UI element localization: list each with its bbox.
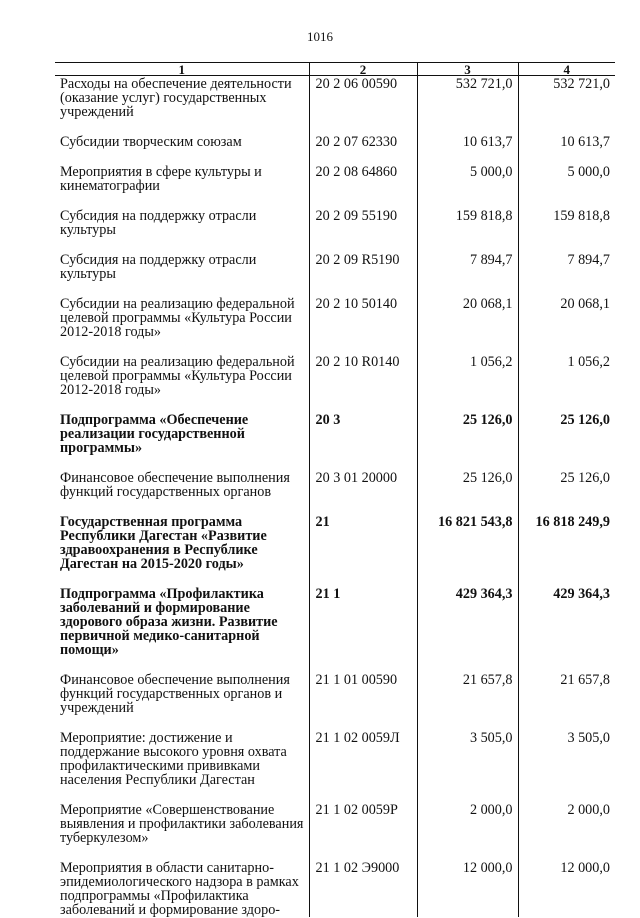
row-code-cell: 20 2 08 64860 xyxy=(309,164,417,208)
row-value-col3: 5 000,0 xyxy=(417,164,518,208)
table-row xyxy=(55,412,615,470)
row-value-col3: 1 056,2 xyxy=(417,354,518,412)
table-row xyxy=(55,730,615,802)
row-name-cell: Финансовое обеспечение выполнения функций государственных органов xyxy=(60,470,290,500)
row-value-col3: 20 068,1 xyxy=(417,296,518,354)
row-code-cell: 20 3 xyxy=(309,412,417,470)
table-row xyxy=(55,586,615,672)
row-name-cell: Подпрограмма «Профилактика заболеваний и формирование здорового образа жизни. Развитие первичной медико-санитарной помощи» xyxy=(60,586,278,658)
row-name-cell: Субсидии творческим союзам xyxy=(60,134,242,150)
row-value-col4: 2 000,0 xyxy=(518,802,615,860)
column-header: 4 xyxy=(518,63,615,76)
row-value-col3: 25 126,0 xyxy=(417,412,518,470)
row-value-col4: 7 894,7 xyxy=(518,252,615,296)
row-code-cell: 21 1 02 Э9000 xyxy=(309,860,417,917)
row-code-cell: 20 3 01 20000 xyxy=(309,470,417,514)
row-code-cell: 21 1 02 0059Л xyxy=(309,730,417,802)
row-value-col4: 21 657,8 xyxy=(518,672,615,730)
row-value-col4: 159 818,8 xyxy=(518,208,615,252)
row-name-cell: Субсидии на реализацию федеральной целевой программы «Культура России 2012-2018 годы» xyxy=(60,354,295,398)
budget-table xyxy=(55,62,615,917)
row-value-col3: 12 000,0 xyxy=(417,860,518,917)
row-value-col4: 3 505,0 xyxy=(518,730,615,802)
row-value-col4: 20 068,1 xyxy=(518,296,615,354)
row-value-col4: 10 613,7 xyxy=(518,134,615,164)
row-code-cell: 20 2 09 55190 xyxy=(309,208,417,252)
row-name-cell: Подпрограмма «Обеспечение реализации государственной программы» xyxy=(60,412,249,456)
row-value-col4: 12 000,0 xyxy=(518,860,615,917)
row-name-cell: Мероприятия в сфере культуры и кинематографии xyxy=(60,164,262,194)
row-value-col4: 16 818 249,9 xyxy=(518,514,615,586)
table-row xyxy=(55,672,615,730)
table-row xyxy=(55,208,615,252)
row-name-cell: Мероприятия в области санитарно-эпидемиологического надзора в рамках подпрограммы «Профилактика заболеваний и формирование здоро- xyxy=(60,860,299,918)
row-code-cell: 20 2 10 R0140 xyxy=(309,354,417,412)
table-row xyxy=(55,134,615,164)
column-header: 2 xyxy=(309,63,417,76)
row-code-cell: 21 xyxy=(309,514,417,586)
table-row xyxy=(55,354,615,412)
row-name-cell: Субсидия на поддержку отрасли культуры xyxy=(60,208,257,238)
table-row xyxy=(55,860,615,917)
row-code-cell: 20 2 10 50140 xyxy=(309,296,417,354)
column-header: 1 xyxy=(55,63,309,76)
row-code-cell: 21 1 02 0059Р xyxy=(309,802,417,860)
table-row xyxy=(55,252,615,296)
row-value-col3: 16 821 543,8 xyxy=(417,514,518,586)
row-code-cell: 20 2 09 R5190 xyxy=(309,252,417,296)
row-value-col3: 532 721,0 xyxy=(417,76,518,135)
row-value-col3: 10 613,7 xyxy=(417,134,518,164)
table-row xyxy=(55,802,615,860)
row-name-cell: Субсидии на реализацию федеральной целевой программы «Культура России 2012-2018 годы» xyxy=(60,296,295,340)
table-row xyxy=(55,296,615,354)
row-name-cell: Расходы на обеспечение деятельности (оказание услуг) государственных учреждений xyxy=(60,76,292,120)
row-value-col4: 5 000,0 xyxy=(518,164,615,208)
row-value-col4: 1 056,2 xyxy=(518,354,615,412)
row-value-col3: 21 657,8 xyxy=(417,672,518,730)
row-value-col3: 429 364,3 xyxy=(417,586,518,672)
row-value-col3: 2 000,0 xyxy=(417,802,518,860)
page-number: 1016 xyxy=(307,29,333,44)
table-row xyxy=(55,76,615,135)
row-value-col3: 3 505,0 xyxy=(417,730,518,802)
row-name-cell: Мероприятие «Совершенствование выявления и профилактики заболевания туберкулезом» xyxy=(60,802,304,846)
column-header: 3 xyxy=(417,63,518,76)
row-name-cell: Субсидия на поддержку отрасли культуры xyxy=(60,252,257,282)
row-name-cell: Мероприятие: достижение и поддержание высокого уровня охвата профилактическими прививками населения Республики Дагестан xyxy=(60,730,287,788)
row-value-col3: 7 894,7 xyxy=(417,252,518,296)
table-row xyxy=(55,514,615,586)
row-value-col4: 25 126,0 xyxy=(518,470,615,514)
row-value-col4: 532 721,0 xyxy=(518,76,615,135)
table-row xyxy=(55,470,615,514)
row-code-cell: 20 2 07 62330 xyxy=(309,134,417,164)
row-code-cell: 21 1 01 00590 xyxy=(309,672,417,730)
row-value-col3: 25 126,0 xyxy=(417,470,518,514)
row-name-cell: Финансовое обеспечение выполнения функций государственных органов и учреждений xyxy=(60,672,290,716)
row-code-cell: 21 1 xyxy=(309,586,417,672)
row-name-cell: Государственная программа Республики Дагестан «Развитие здравоохранения в Республике Дагестан на 2015-2020 годы» xyxy=(60,514,267,572)
row-code-cell: 20 2 06 00590 xyxy=(309,76,417,135)
row-value-col4: 429 364,3 xyxy=(518,586,615,672)
header-row xyxy=(55,63,615,76)
row-value-col3: 159 818,8 xyxy=(417,208,518,252)
table-row xyxy=(55,164,615,208)
row-value-col4: 25 126,0 xyxy=(518,412,615,470)
